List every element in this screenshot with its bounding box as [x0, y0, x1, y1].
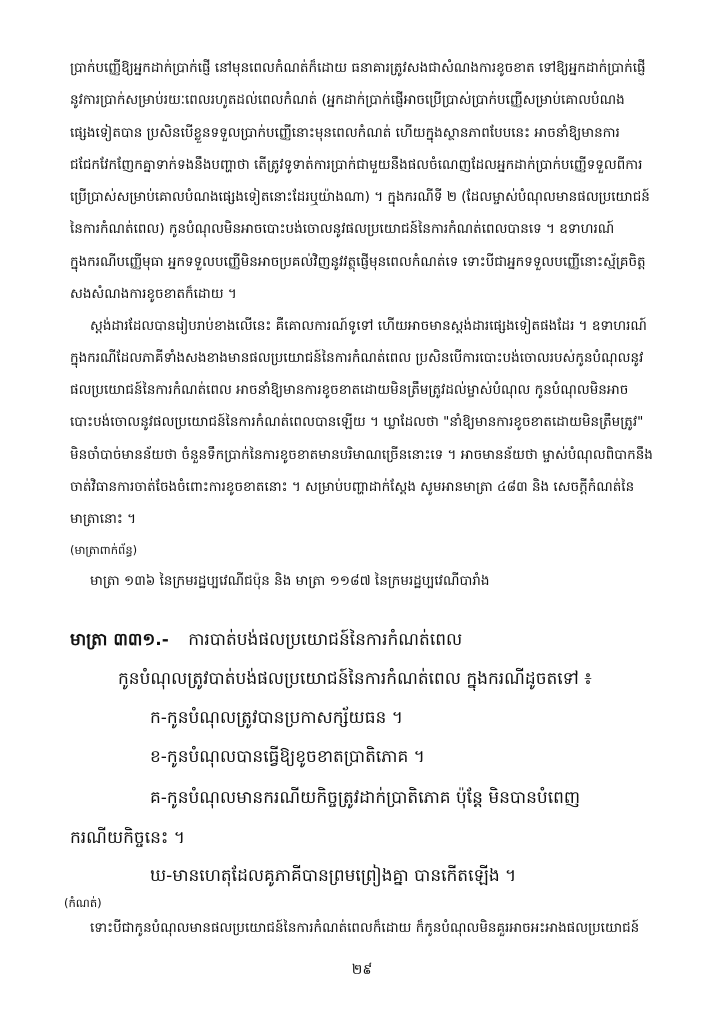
- text-line: ក្នុងករណីដែលភាគីទាំងសងខាងមានផលប្រយោជន៍នៃការកំណត់ពេល ប្រសិនបើការបោះបង់ចោលរបស់កូនបំណុលនូវ: [70, 350, 644, 366]
- text-line: នូវការប្រាក់សម្រាប់រយៈពេលរហូតដល់ពេលកំណត់ (អ្នកដាក់ប្រាក់ផ្ញើអាចប្រើប្រាស់ប្រាក់បញ្ញើសម្រាប់គោលបំណង: [70, 92, 625, 108]
- article-item-kha: ខ-កូនបំណុលបានធ្វើឱ្យខូចខាតប្រាតិភោគ ។: [150, 747, 425, 767]
- comment-text: ទោះបីជាកូនបំណុលមានផលប្រយោជន៍នៃការកំណត់ពេលក៏ដោយ ក៏កូនបំណុលមិនគួរអាចអះអាងផលប្រយោជន៍: [90, 920, 640, 936]
- text-line: ជជែកវែកញែកគ្នាទាក់ទងនឹងបញ្ហាថា តើត្រូវទូទាត់ការប្រាក់ជាមួយនឹងផលចំណេញដែលអ្នកដាក់ប្រាក់បញ្ញើទទួលពីការ: [70, 157, 643, 173]
- article-item-ka: ក-កូនបំណុលត្រូវបានប្រកាសក្ស័យធន ។: [150, 708, 403, 728]
- text-line: ចាត់វិធានការចាត់ចែងចំពោះការខូចខាតនោះ ។ សម្រាប់បញ្ហាដាក់ស្តែង សូមអានមាត្រា ៤៨៣ និង សេចក្តីកំណត់នៃ: [70, 479, 635, 495]
- text-line: មិនចាំបាច់មានន័យថា ចំនួនទឹកប្រាក់នៃការខូចខាតមានបរិមាណច្រើននោះទេ ។ អាចមានន័យថា ម្ចាស់បំណុលពិបាកនឹង: [70, 447, 653, 463]
- related-articles-text: មាត្រា ១៣៦ នៃក្រមរដ្ឋប្បវេណីជប៉ុន និង មាត្រា ១១៨៧ នៃក្រមរដ្ឋប្បវេណីបារាំង: [90, 573, 490, 589]
- text-line: ប្រើប្រាស់សម្រាប់គោលបំណងផ្សេងទៀតនោះដែរឬយ៉ាងណា) ។ ក្នុងករណីទី ២ (ដែលម្ចាស់បំណុលមានផលប្រយោជន៍: [70, 189, 650, 205]
- article-item-ko-continued: ករណីយកិច្ចនេះ ។: [70, 828, 185, 848]
- article-heading: [70, 628, 660, 652]
- related-articles-heading: (មាត្រាពាក់ព័ន្ធ): [70, 543, 138, 557]
- text-line: ប្រាក់បញ្ញើឱ្យអ្នកដាក់ប្រាក់ផ្ញើ នៅមុនពេលកំណត់ក៏ដោយ ធនាគារត្រូវសងជាសំណងការខូចខាត ទៅឱ្យអ្នកដាក់ប្រាក់ផ្ញើ: [70, 60, 646, 76]
- page-number: ២៩: [351, 962, 373, 978]
- text-line: ស្តង់ដារដែលបានរៀបរាប់ខាងលើនេះ គឺគោលការណ៍ទូទៅ ហើយអាចមានស្តង់ដារផ្សេងទៀតផងដែរ ។ ឧទាហរណ៍: [90, 318, 647, 334]
- text-line: មាត្រានោះ ។: [70, 511, 136, 527]
- comment-heading: (កំណត់): [64, 896, 102, 910]
- article-intro: កូនបំណុលត្រូវបាត់បង់ផលប្រយោជន៍នៃការកំណត់ពេល ក្នុងករណីដូចតទៅ ៖: [118, 669, 592, 689]
- article-item-kho: ឃ-មានហេតុដែលគូភាគីបានព្រមព្រៀងគ្នា បានកើតឡើង ។: [150, 866, 517, 886]
- text-line: ក្នុងករណីបញ្ញើមុធា អ្នកទទួលបញ្ញើមិនអាចប្រគល់វិញនូវវត្ថុផ្ញើមុនពេលកំណត់ទេ ទោះបីជាអ្នកទទួលបញ្ញើនោះស្ម័គ្រចិត្ត: [70, 254, 646, 270]
- article-title: ការបាត់បង់ផលប្រយោជន៍នៃការកំណត់ពេល: [188, 630, 463, 650]
- text-line: ផលប្រយោជន៍នៃការកំណត់ពេល អាចនាំឱ្យមានការខូចខាតដោយមិនត្រឹមត្រូវដល់ម្ចាស់បំណុល កូនបំណុលមិនអាច: [70, 382, 629, 398]
- text-line: ផ្សេងទៀតបាន ប្រសិនបើខ្លួនទទួលប្រាក់បញ្ញើនោះមុនពេលកំណត់ ហើយក្នុងស្ថានភាពបែបនេះ អាចនាំឱ្យមានការ: [70, 125, 620, 141]
- article-item-ko: គ-កូនបំណុលមានករណីយកិច្ចត្រូវដាក់ប្រាតិភោគ ប៉ុន្តែ មិនបានបំពេញ: [150, 788, 581, 808]
- text-line: នៃការកំណត់ពេល) កូនបំណុលមិនអាចបោះបង់ចោលនូវផលប្រយោជន៍នៃការកំណត់ពេលបានទេ ។ ឧទាហរណ៍: [70, 221, 615, 237]
- text-line: បោះបង់ចោលនូវផលប្រយោជន៍នៃការកំណត់ពេលបានឡើយ ។ ឃ្លាដែលថា "នាំឱ្យមានការខូចខាតដោយមិនត្រឹមត្រូវ": [70, 414, 644, 430]
- text-line: សងសំណងការខូចខាតក៏ដោយ ។: [70, 286, 237, 302]
- article-label: មាត្រា ៣៣១.-: [70, 630, 169, 650]
